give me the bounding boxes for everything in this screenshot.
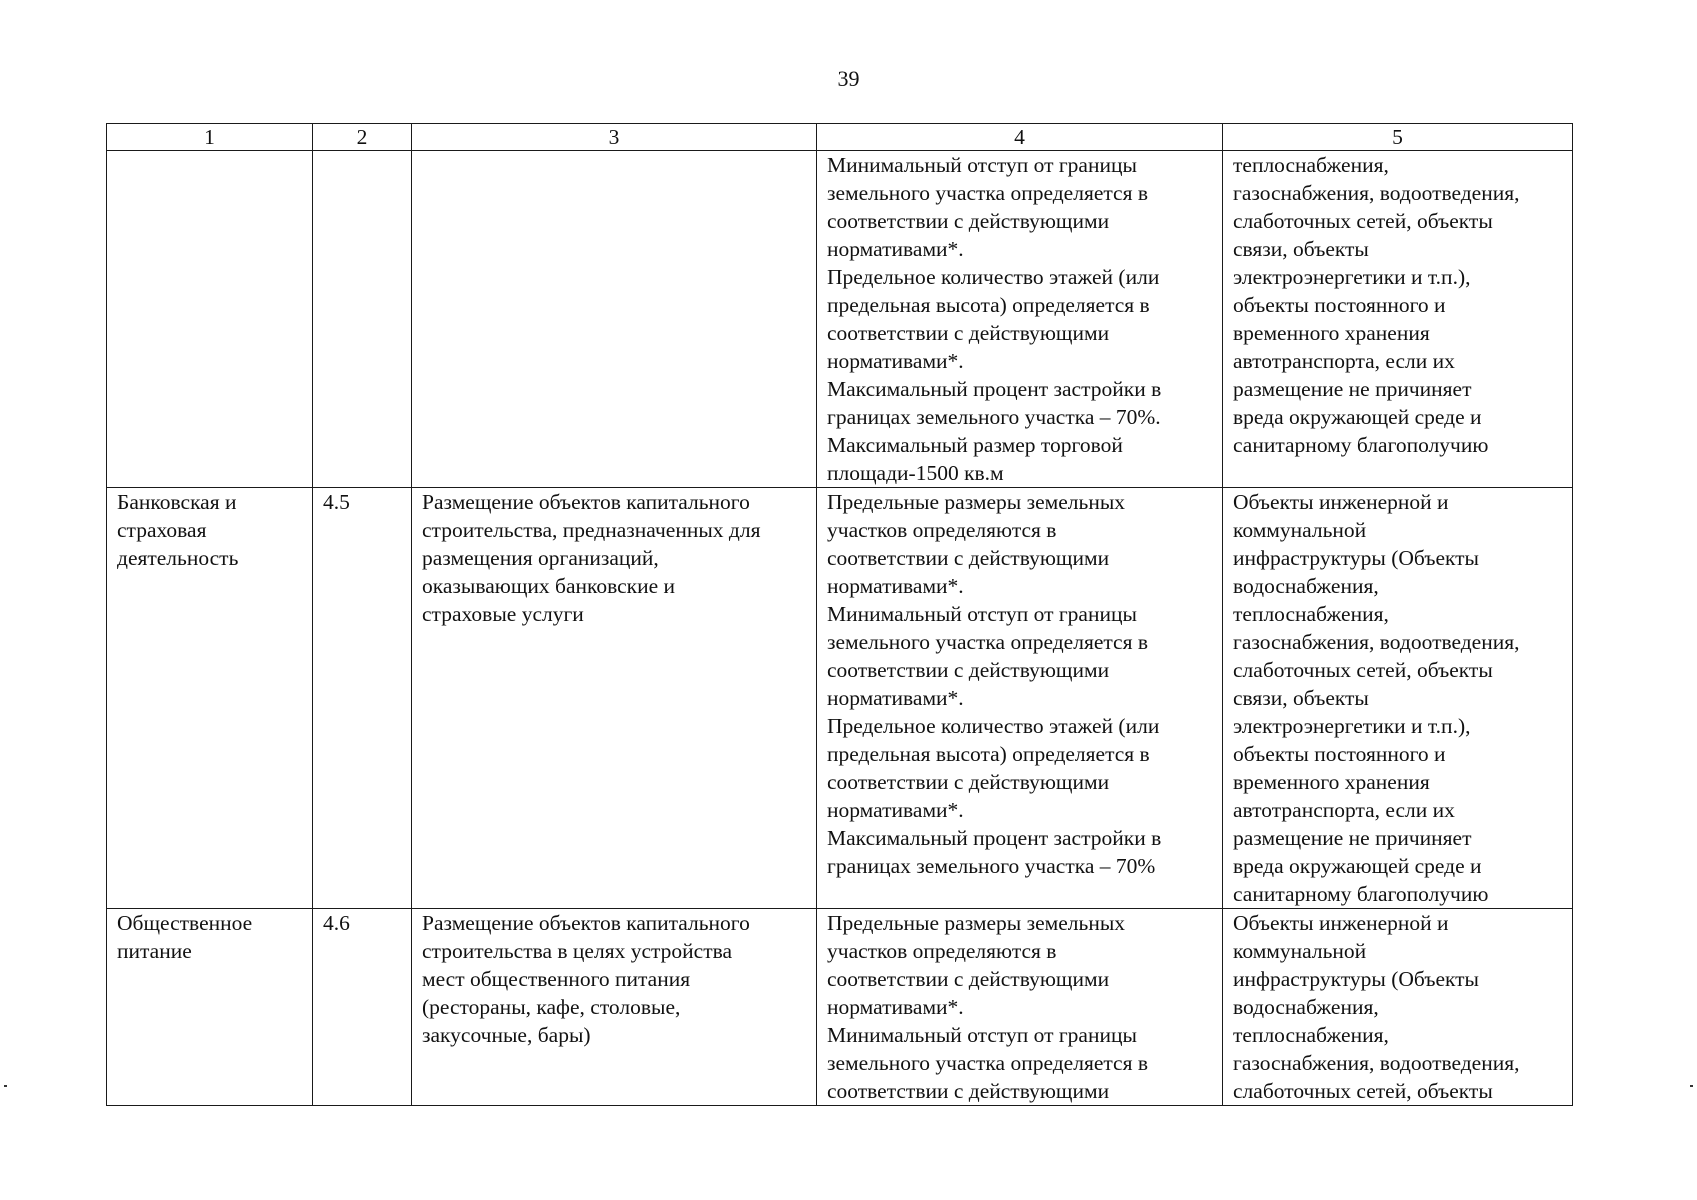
column-header-3: 3 xyxy=(412,124,817,151)
use-code-cell xyxy=(313,151,412,488)
table-header-row xyxy=(107,124,1573,151)
use-code-cell: 4.6 xyxy=(313,909,412,1106)
table-row xyxy=(107,151,1573,488)
scan-edge-mark-left xyxy=(4,1085,7,1087)
use-name-cell: Общественное питание xyxy=(107,909,313,1106)
parameters-cell: Минимальный отступ от границы земельного участка определяется в соответствии с действующими нормативами*. Предельное количество этажей (или предельная высота) определяется в соответствии с действующими нормативами*. Максимальный процент застройки в границах земельного участка – 70%. Максимальный размер торговой площади-1500 кв.м xyxy=(817,151,1223,488)
column-header-4: 4 xyxy=(817,124,1223,151)
parameters-cell: Предельные размеры земельных участков определяются в соответствии с действующими нормативами*. Минимальный отступ от границы земельного участка определяется в соответствии с действующими нормативами*. Предельное количество этажей (или предельная высота) определяется в соответствии с действующими нормативами*. Максимальный процент застройки в границах земельного участка – 70% xyxy=(817,488,1223,909)
column-header-5: 5 xyxy=(1223,124,1573,151)
use-description-cell: Размещение объектов капитального строительства в целях устройства мест общественного питания (рестораны, кафе, столовые, закусочные, бары) xyxy=(412,909,817,1106)
use-name-cell xyxy=(107,151,313,488)
use-description-cell: Размещение объектов капитального строительства, предназначенных для размещения организаций, оказывающих банковские и страховые услуги xyxy=(412,488,817,909)
auxiliary-uses-cell: теплоснабжения, газоснабжения, водоотведения, слаботочных сетей, объекты связи, объекты электроэнергетики и т.п.), объекты постоянного и временного хранения автотранспорта, если их размещение не причиняет вреда окружающей среде и санитарному благополучию xyxy=(1223,151,1573,488)
column-header-1: 1 xyxy=(107,124,313,151)
use-code-cell: 4.5 xyxy=(313,488,412,909)
land-use-table xyxy=(106,123,1573,1106)
column-header-2: 2 xyxy=(313,124,412,151)
scan-edge-mark-right xyxy=(1690,1085,1693,1087)
use-name-cell: Банковская и страховая деятельность xyxy=(107,488,313,909)
auxiliary-uses-cell: Объекты инженерной и коммунальной инфраструктуры (Объекты водоснабжения, теплоснабжения, газоснабжения, водоотведения, слаботочных сетей, объекты xyxy=(1223,909,1573,1106)
use-description-cell xyxy=(412,151,817,488)
table-row xyxy=(107,909,1573,1106)
auxiliary-uses-cell: Объекты инженерной и коммунальной инфраструктуры (Объекты водоснабжения, теплоснабжения, газоснабжения, водоотведения, слаботочных сетей, объекты связи, объекты электроэнергетики и т.п.), объекты постоянного и временного хранения автотранспорта, если их размещение не причиняет вреда окружающей среде и санитарному благополучию xyxy=(1223,488,1573,909)
parameters-cell: Предельные размеры земельных участков определяются в соответствии с действующими нормативами*. Минимальный отступ от границы земельного участка определяется в соответствии с действующими xyxy=(817,909,1223,1106)
page-number: 39 xyxy=(837,66,860,91)
table-row xyxy=(107,488,1573,909)
